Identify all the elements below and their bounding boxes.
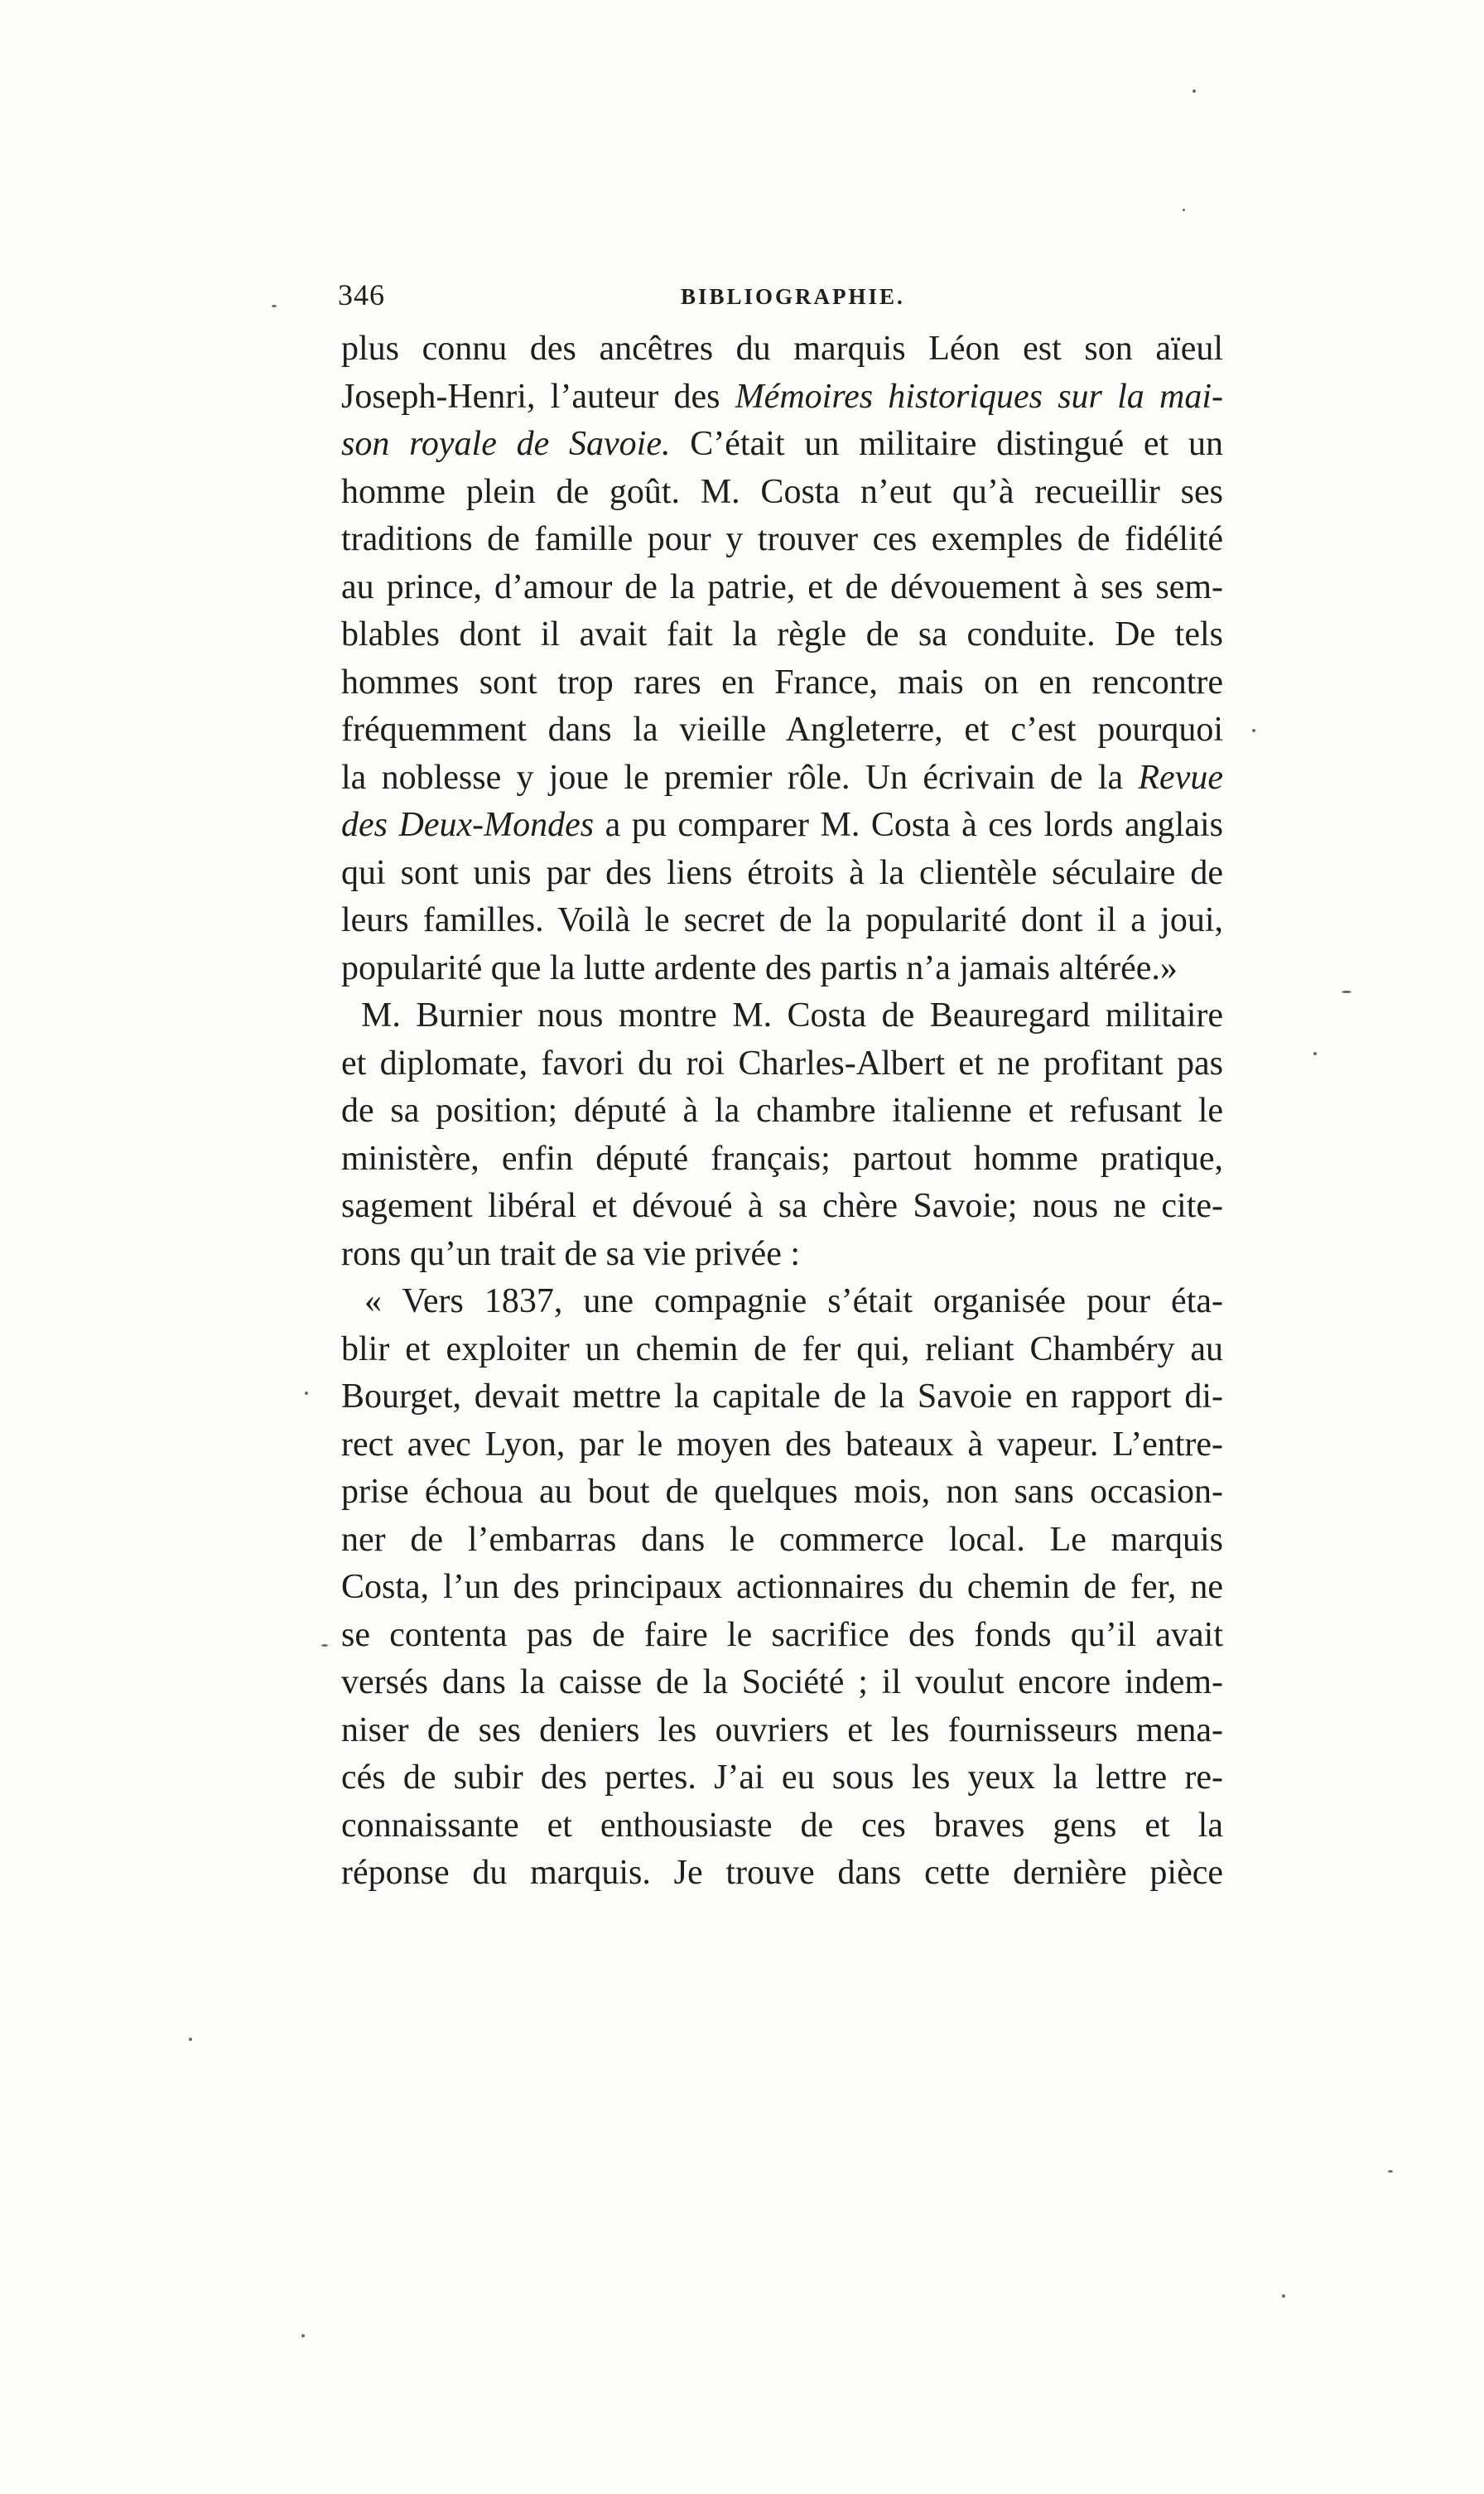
- text-line: rect avec Lyon, par le moyen des bateaux à vapeur. L’entre-: [341, 1425, 1223, 1464]
- italic-title: Mémoires historiques sur la mai-: [735, 377, 1223, 416]
- text-line: « Vers 1837, une compagnie s’était organisée pour éta-: [364, 1282, 1223, 1320]
- text-line: ner de l’embarras dans le commerce local. Le marquis: [341, 1520, 1223, 1559]
- scan-speck: [1252, 729, 1255, 732]
- text-line: prise échoua au bout de quelques mois, non sans occasion-: [341, 1473, 1223, 1511]
- body-text: [341, 326, 1223, 1898]
- text-line: blir et exploiter un chemin de fer qui, reliant Chambéry au: [341, 1329, 1223, 1368]
- scan-speck: [1342, 991, 1352, 993]
- scan-speck: [189, 2038, 192, 2041]
- scan-speck: [272, 305, 277, 307]
- text-line: homme plein de goût. M. Costa n’eut qu’à recueillir ses: [341, 472, 1223, 511]
- text-line: traditions de famille pour y trouver ces exemples de fidélité: [341, 520, 1223, 558]
- text-line: la noblesse y joue le premier rôle. Un écrivain de la Revue: [341, 758, 1223, 797]
- text-line: M. Burnier nous montre M. Costa de Beauregard militaire: [361, 996, 1223, 1035]
- text-line: de sa position; député à la chambre italienne et refusant le: [341, 1092, 1223, 1130]
- scan-speck: [321, 1644, 328, 1647]
- scan-speck: [1388, 2170, 1393, 2173]
- text-line: réponse du marquis. Je trouve dans cette dernière pièce: [341, 1854, 1223, 1892]
- text-line: au prince, d’amour de la patrie, et de dévouement à ses sem-: [341, 567, 1223, 606]
- scan-speck: [301, 2334, 305, 2337]
- page-header: [338, 277, 1232, 319]
- text-line: connaissante et enthousiaste de ces braves gens et la: [341, 1806, 1223, 1845]
- text-line: hommes sont trop rares en France, mais on en rencontre: [341, 663, 1223, 702]
- text-line: cés de subir des pertes. J’ai eu sous les yeux la lettre re-: [341, 1758, 1223, 1797]
- text-line: qui sont unis par des liens étroits à la clientèle séculaire de: [341, 853, 1223, 892]
- scan-speck: [1313, 1052, 1317, 1055]
- text-line: leurs familles. Voilà le secret de la popularité dont il a joui,: [341, 901, 1223, 939]
- text-line: Costa, l’un des principaux actionnaires du chemin de fer, ne: [341, 1568, 1223, 1606]
- scan-speck: [305, 1392, 308, 1395]
- scan-speck: [1282, 2294, 1285, 2298]
- text-line: se contenta pas de faire le sacrifice des fonds qu’il avait: [341, 1615, 1223, 1654]
- text-line: versés dans la caisse de la Société ; il voulut encore indem-: [341, 1663, 1223, 1701]
- italic-title: Revue: [1138, 758, 1223, 797]
- text-line: Joseph-Henri, l’auteur des Mémoires historiques sur la mai-: [341, 377, 1223, 416]
- text-line: niser de ses deniers les ouvriers et les fournisseurs mena-: [341, 1710, 1223, 1749]
- text-line: son royale de Savoie. C’était un militaire distingué et un: [341, 425, 1223, 463]
- text-line: rons qu’un trait de sa vie privée :: [341, 1234, 800, 1273]
- scan-speck: [1192, 89, 1196, 93]
- running-title: BIBLIOGRAPHIE.: [681, 284, 905, 309]
- page-number: 346: [338, 278, 385, 311]
- scan-speck: [1183, 209, 1185, 211]
- text-line: plus connu des ancêtres du marquis Léon est son aïeul: [341, 330, 1223, 368]
- text-line: popularité que la lutte ardente des partis n’a jamais altérée.»: [341, 948, 1178, 987]
- text-line: Bourget, devait mettre la capitale de la Savoie en rapport di-: [341, 1377, 1223, 1416]
- text-line: des Deux-Mondes a pu comparer M. Costa à ces lords anglais: [341, 806, 1223, 844]
- text-line: sagement libéral et dévoué à sa chère Savoie; nous ne cite-: [341, 1187, 1223, 1225]
- italic-title: des Deux-Mondes: [341, 806, 595, 844]
- text-line: et diplomate, favori du roi Charles-Albert et ne profitant pas: [341, 1044, 1223, 1083]
- text-line: fréquemment dans la vieille Angleterre, et c’est pourquoi: [341, 711, 1223, 749]
- italic-title: son royale de Savoie.: [341, 425, 671, 463]
- text-line: ministère, enfin député français; partout homme pratique,: [341, 1139, 1223, 1178]
- text-line: blables dont il avait fait la règle de sa conduite. De tels: [341, 615, 1223, 654]
